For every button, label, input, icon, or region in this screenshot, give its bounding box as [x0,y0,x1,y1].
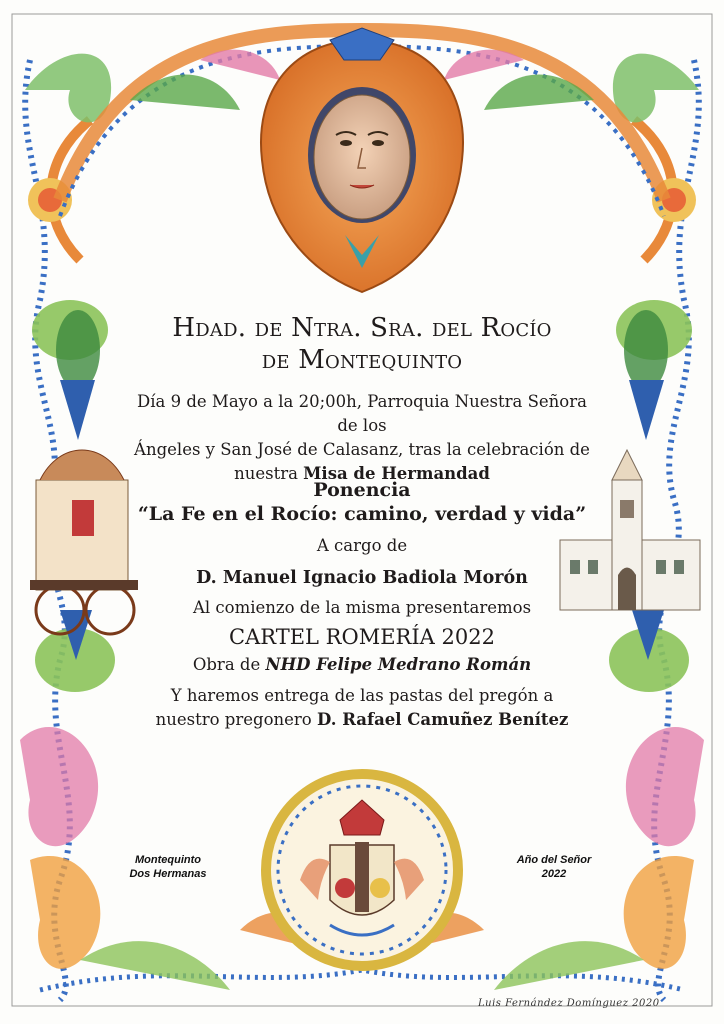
obra-prefix: Obra de [192,655,266,674]
ponencia-title: “La Fe en el Rocío: camino, verdad y vida” [137,503,587,525]
pastas-block [130,684,594,732]
event-details [130,390,594,486]
event-line-3-prefix: nuestra [234,464,304,483]
cartel-title: CARTEL ROMERÍA 2022 [229,625,495,649]
ponencia-label: Ponencia [313,479,411,501]
ponencia-block [130,478,594,526]
hermandad-title [130,312,594,376]
cargo-label: A cargo de [316,536,408,555]
pastas-line-1: Y haremos entrega de las pastas del pregón a [170,686,554,705]
pastas-line-2 [130,708,594,732]
virgin-medallion [261,28,463,292]
speaker-name: D. Manuel Ignacio Badiola Morón [196,568,528,588]
title-line-1: Hdad. de Ntra. Sra. del Rocío [172,313,552,343]
title-line-2: de Montequinto [261,345,463,375]
event-line-2: Ángeles y San José de Calasanz, tras la celebración de [134,440,590,459]
location-note [122,853,214,881]
coat-of-arms [266,774,458,966]
cartel-intro: Al comienzo de la misma presentaremos [192,598,532,617]
year-line-1: Año del Señor [516,854,592,866]
event-line-1: Día 9 de Mayo a la 20;00h, Parroquia Nuestra Señora de los [137,392,587,435]
location-line-2: Dos Hermanas [129,868,207,880]
location-line-1: Montequinto [135,854,201,866]
pregonero-name: D. Rafael Camuñez Benítez [316,710,569,729]
obra-author: NHD Felipe Medrano Román [265,655,532,674]
pastas-line-2-prefix: nuestro pregonero [155,710,317,729]
year-note [508,853,600,881]
year-line-2: 2022 [541,868,567,880]
artist-signature: Luis Fernández Domínguez 2020 [478,998,660,1009]
left-paso-illustration [30,450,138,634]
misa-hermandad: Misa de Hermandad [303,464,490,483]
cartel-author [130,654,594,676]
